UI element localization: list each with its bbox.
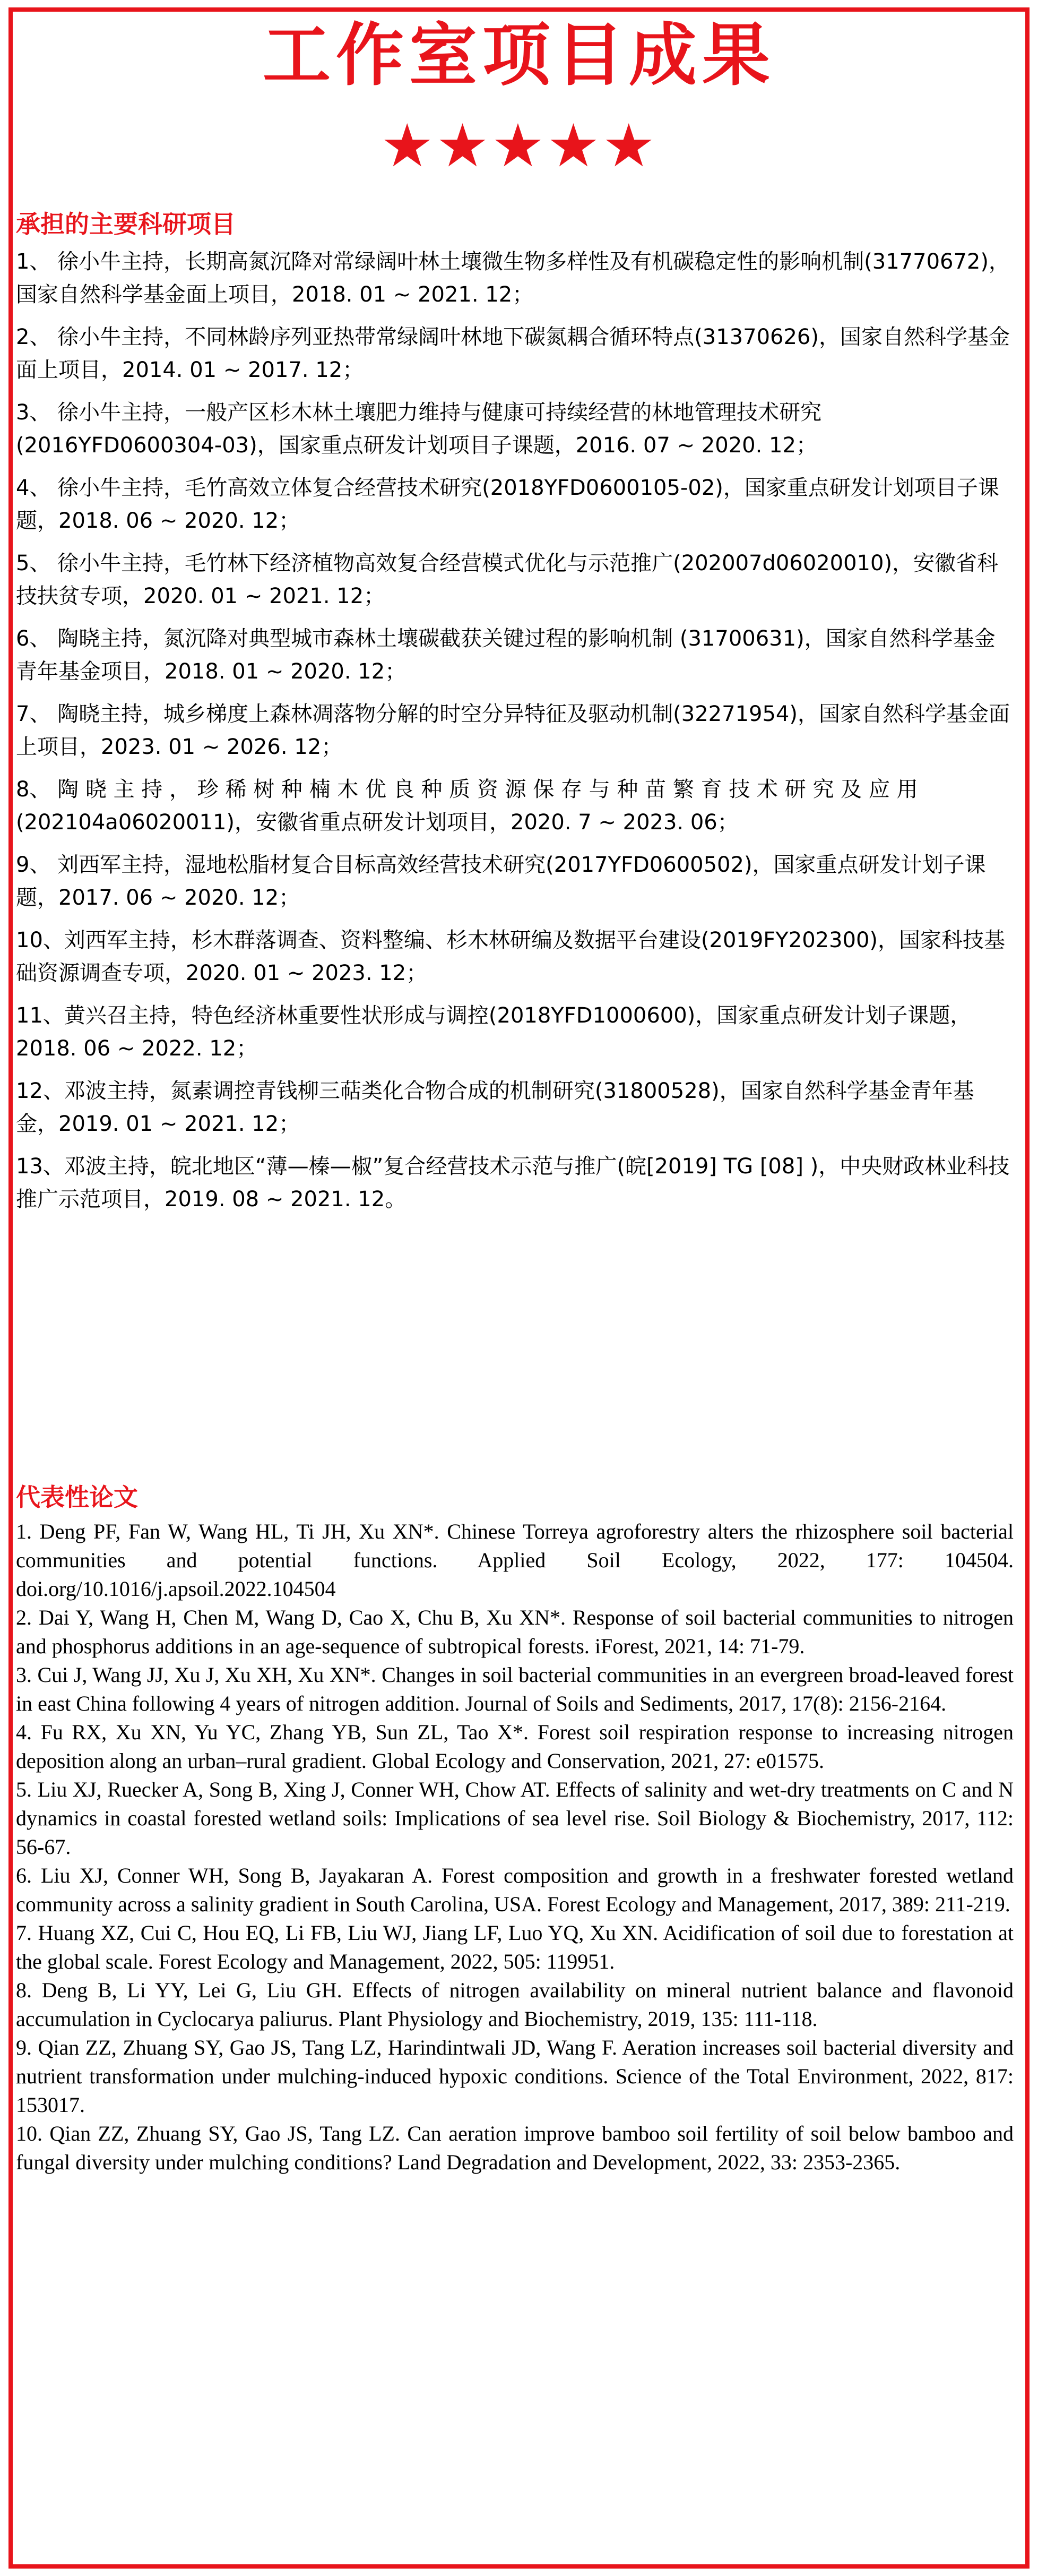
project-item: 13、邓波主持，皖北地区“薄—榛—椒”复合经营技术示范与推广(皖[2019] TG [08] )，中央财政林业科技推广示范项目，2019. 08 ~ 2021. 12。	[16, 1154, 1010, 1212]
project-item: 8、 陶 晓 主 持 ， 珍 稀 树 种 楠 木 优 良 种 质 资 源 保 存 与 种 苗 繁 育 技 术 研 究 及 应 用 (202104a06020011)，安徽省重点研发计划项目，2020. 7 ~ 2023. 06；	[16, 777, 918, 835]
project-item: 5、 徐小牛主持，毛竹林下经济植物高效复合经营模式优化与示范推广(202007d06020010)，安徽省科技扶贫专项，2020. 01 ~ 2021. 12；	[16, 551, 999, 608]
paper-item: 9. Qian ZZ, Zhuang SY, Gao JS, Tang LZ, Harindintwali JD, Wang F. Aeration increases soil bacterial diversity and nutrient transformation under mulching-induced hypoxic conditions. Science of the Total Environment, 2022, 817: 153017.	[16, 2036, 1014, 2117]
paper-item: 10. Qian ZZ, Zhuang SY, Gao JS, Tang LZ. Can aeration improve bamboo soil fertility of soil below bamboo and fungal diversity under mulching conditions? Land Degradation and Development, 2022, 33: 2353-2365.	[16, 2122, 1014, 2174]
paper-item: 5. Liu XJ, Ruecker A, Song B, Xing J, Conner WH, Chow AT. Effects of salinity and wet-dry treatments on C and N dynamics in coastal forested wetland soils: Implications of sea level rise. Soil Biology & Biochemistry, 2017, 112: 56-67.	[16, 1778, 1014, 1859]
project-item: 1、 徐小牛主持，长期高氮沉降对常绿阔叶林土壤微生物多样性及有机碳稳定性的影响机制(31770672)，国家自然科学基金面上项目，2018. 01 ~ 2021. 12；	[16, 250, 1010, 307]
page-title: 工作室项目成果	[262, 16, 775, 95]
project-item: 10、刘西军主持，杉木群落调查、资料整编、杉木林研编及数据平台建设(2019FY202300)，国家科技基础资源调查专项，2020. 01 ~ 2023. 12；	[16, 928, 1006, 985]
paper-item: 2. Dai Y, Wang H, Chen M, Wang D, Cao X, Chu B, Xu XN*. Response of soil bacterial communities to nitrogen and phosphorus additions in an age-sequence of subtropical forests. iForest, 2021, 14: 71-79.	[16, 1605, 1014, 1658]
project-item: 12、邓波主持，氮素调控青钱柳三萜类化合物合成的机制研究(31800528)，国家自然科学基金青年基金，2019. 01 ~ 2021. 12；	[16, 1079, 974, 1136]
project-item: 9、 刘西军主持，湿地松脂材复合目标高效经营技术研究(2017YFD0600502)，国家重点研发计划子课题，2017. 06 ~ 2020. 12；	[16, 853, 986, 910]
projects-list	[16, 245, 1014, 1225]
paper-item: 6. Liu XJ, Conner WH, Song B, Jayakaran A. Forest composition and growth in a freshwater forested wetland community across a salinity gradient in South Carolina, USA. Forest Ecology and Management, 2017, 389: 211-219.	[16, 1864, 1014, 1916]
paper-item: 7. Huang XZ, Cui C, Hou EQ, Li FB, Liu WJ, Jiang LF, Luo YQ, Xu XN. Acidification of soil due to forestation at the global scale. Forest Ecology and Management, 2022, 505: 119951.	[16, 1921, 1014, 1973]
project-item: 11、黄兴召主持，特色经济林重要性状形成与调控(2018YFD1000600)，国家重点研发计划子课题，2018. 06 ~ 2022. 12；	[16, 1003, 972, 1061]
projects-heading: 承担的主要科研项目	[16, 210, 236, 238]
project-item: 6、 陶晓主持，氮沉降对典型城市森林土壤碳截获关键过程的影响机制 (31700631)，国家自然科学基金青年基金项目，2018. 01 ~ 2020. 12；	[16, 626, 996, 684]
rating-stars: ★★★★★	[380, 111, 658, 181]
papers-list	[16, 1517, 1014, 2177]
paper-item: 3. Cui J, Wang JJ, Xu J, Xu XH, Xu XN*. Changes in soil bacterial communities in an evergreen broad-leaved forest in east China following 4 years of nitrogen addition. Journal of Soils and Sediments, 2017, 17(8): 2156-2164.	[16, 1663, 1014, 1715]
project-item: 3、 徐小牛主持，一般产区杉木林土壤肥力维持与健康可持续经营的林地管理技术研究(2016YFD0600304-03)，国家重点研发计划项目子课题，2016. 07 ~ 2020. 12；	[16, 400, 822, 458]
paper-item: 4. Fu RX, Xu XN, Yu YC, Zhang YB, Sun ZL, Tao X*. Forest soil respiration response to increasing nitrogen deposition along an urban–rural gradient. Global Ecology and Conservation, 2021, 27: e01575.	[16, 1720, 1014, 1773]
project-item: 7、 陶晓主持，城乡梯度上森林凋落物分解的时空分异特征及驱动机制(32271954)，国家自然科学基金面上项目，2023. 01 ~ 2026. 12；	[16, 702, 1010, 759]
papers-heading: 代表性论文	[16, 1483, 138, 1512]
project-item: 4、 徐小牛主持，毛竹高效立体复合经营技术研究(2018YFD0600105-02)，国家重点研发计划项目子课题，2018. 06 ~ 2020. 12；	[16, 476, 999, 533]
paper-item: 8. Deng B, Li YY, Lei G, Liu GH. Effects of nitrogen availability on mineral nutrient balance and flavonoid accumulation in Cyclocarya paliurus. Plant Physiology and Biochemistry, 2019, 135: 111-118.	[16, 1978, 1014, 2031]
project-item: 2、 徐小牛主持，不同林龄序列亚热带常绿阔叶林地下碳氮耦合循环特点(31370626)，国家自然科学基金面上项目，2014. 01 ~ 2017. 12；	[16, 325, 1010, 382]
paper-item: 1. Deng PF, Fan W, Wang HL, Ti JH, Xu XN*. Chinese Torreya agroforestry alters the rhizosphere soil bacterial communities and potential functions. Applied Soil Ecology, 2022, 177: 104504. doi.org/10.1016/j.apsoil.2022.104504	[16, 1519, 1014, 1601]
